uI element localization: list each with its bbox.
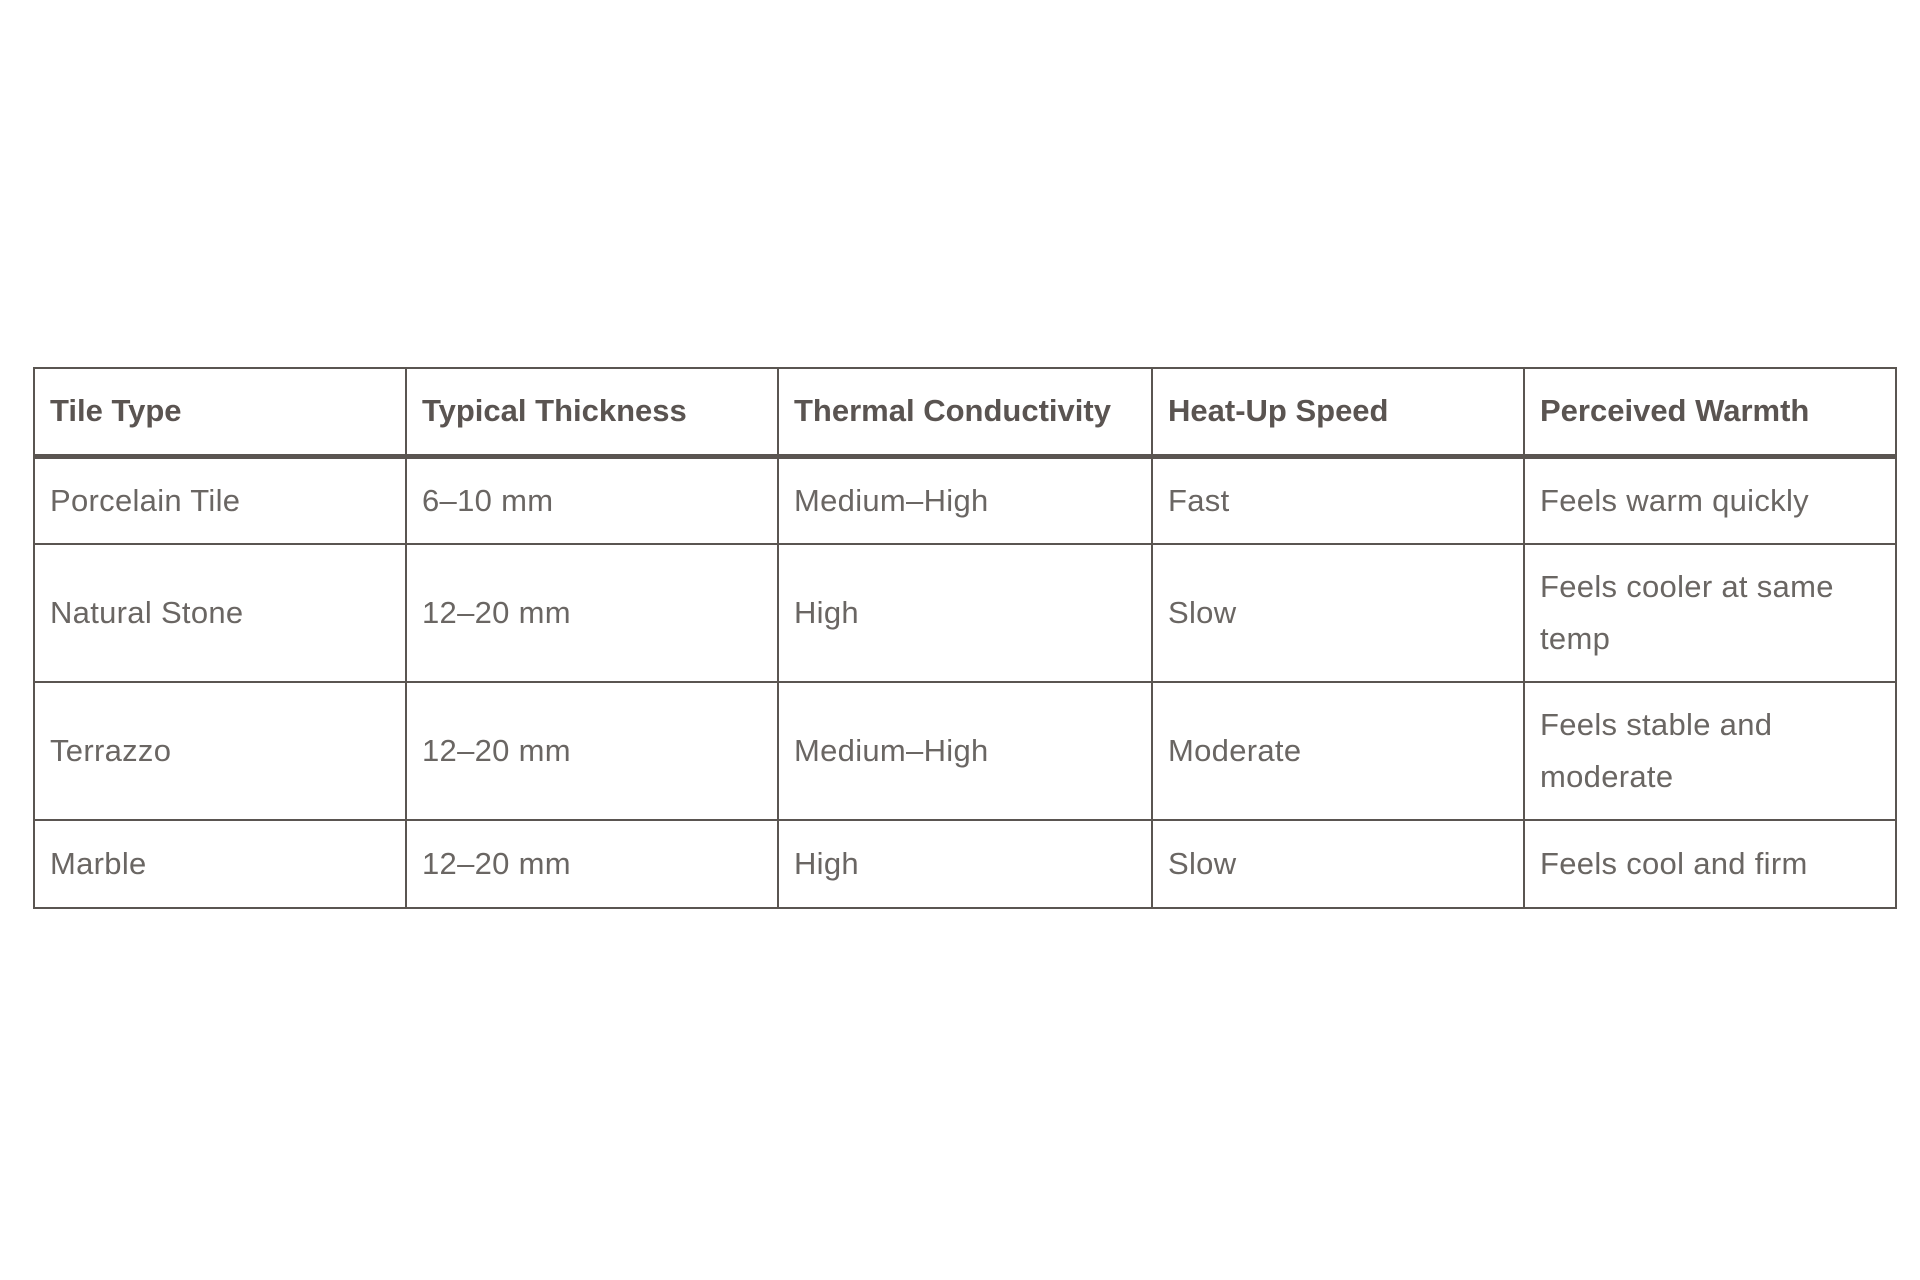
header-cell-tile-type: Tile Type — [34, 368, 406, 456]
table-cell: High — [778, 820, 1152, 908]
table-row — [34, 820, 1896, 908]
table-cell: 12–20 mm — [406, 682, 778, 820]
table-cell: 6–10 mm — [406, 456, 778, 544]
table-cell: 12–20 mm — [406, 544, 778, 682]
table-cell: High — [778, 544, 1152, 682]
header-cell-heat-up-speed: Heat-Up Speed — [1152, 368, 1524, 456]
table-body — [34, 456, 1896, 908]
table-cell: Terrazzo — [34, 682, 406, 820]
table-cell: Slow — [1152, 544, 1524, 682]
header-cell-thermal-conductivity: Thermal Conductivity — [778, 368, 1152, 456]
table-cell: Porcelain Tile — [34, 456, 406, 544]
header-cell-typical-thickness: Typical Thickness — [406, 368, 778, 456]
table-cell: Natural Stone — [34, 544, 406, 682]
header-cell-perceived-warmth: Perceived Warmth — [1524, 368, 1896, 456]
header-row — [34, 368, 1896, 456]
table-row — [34, 456, 1896, 544]
tile-comparison-table — [33, 367, 1897, 909]
table-cell: Feels warm quickly — [1524, 456, 1896, 544]
table-row — [34, 544, 1896, 682]
table-cell: Feels cool and firm — [1524, 820, 1896, 908]
table-cell: Feels stable and moderate — [1524, 682, 1896, 820]
table-cell: Slow — [1152, 820, 1524, 908]
comparison-table-container — [33, 367, 1895, 909]
table-row — [34, 682, 1896, 820]
table-cell: Moderate — [1152, 682, 1524, 820]
table-cell: Feels cooler at same temp — [1524, 544, 1896, 682]
table-cell: Medium–High — [778, 456, 1152, 544]
table-cell: 12–20 mm — [406, 820, 778, 908]
table-cell: Marble — [34, 820, 406, 908]
table-cell: Medium–High — [778, 682, 1152, 820]
table-cell: Fast — [1152, 456, 1524, 544]
table-header — [34, 368, 1896, 456]
